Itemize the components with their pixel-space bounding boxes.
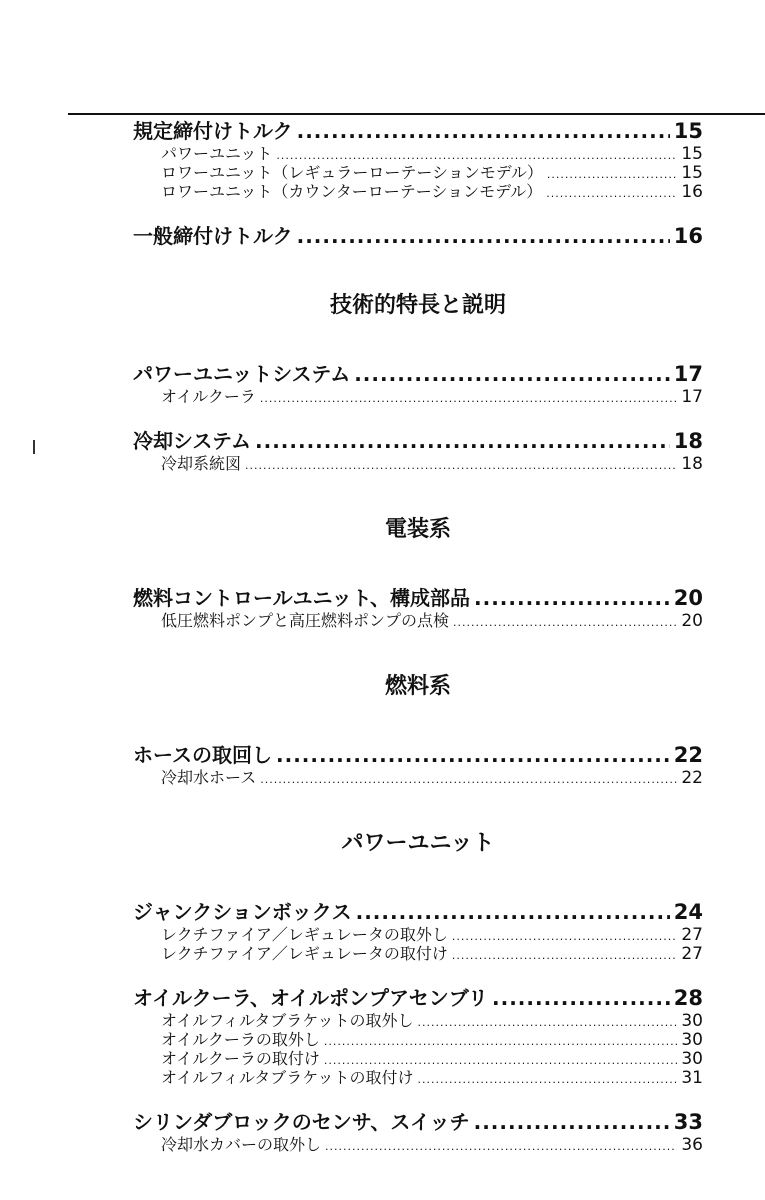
toc-subentry-title: ロワーユニット（レギュラーローテーションモデル） xyxy=(161,163,543,182)
toc-page-number: 18 xyxy=(673,429,703,453)
toc-entry-title: 規定締付けトルク xyxy=(133,119,293,143)
toc-page-number: 30 xyxy=(681,1011,703,1031)
dot-leader xyxy=(453,613,677,632)
toc-subentry-title: ロワーユニット（カウンターローテーションモデル） xyxy=(161,182,543,201)
dot-leader xyxy=(417,1070,677,1089)
toc-subentry-title: オイルクーラの取外し xyxy=(161,1030,320,1049)
toc-subentry[interactable] xyxy=(133,1068,703,1087)
dot-leader xyxy=(452,946,677,965)
dot-leader xyxy=(356,899,670,925)
toc-subentry[interactable] xyxy=(133,1135,703,1154)
toc-page-number: 27 xyxy=(681,925,703,945)
toc-subentry-title: レクチファイア／レギュレータの取付け xyxy=(161,944,448,963)
dot-leader xyxy=(354,361,670,387)
dot-leader xyxy=(324,1032,677,1051)
toc-page-number: 22 xyxy=(681,768,703,788)
toc-page-number: 18 xyxy=(681,454,703,474)
dot-leader xyxy=(260,770,677,789)
toc-subentry-title: オイルクーラの取付け xyxy=(161,1049,320,1068)
toc-page-number: 16 xyxy=(673,224,703,248)
toc-entry-junction[interactable] xyxy=(133,899,703,925)
dot-leader xyxy=(297,118,670,144)
section-title-power-unit: パワーユニット xyxy=(341,831,495,856)
toc-entry-general-torque[interactable] xyxy=(133,223,703,249)
toc-subentry-title: 冷却水カバーの取外し xyxy=(161,1135,322,1154)
toc-subentry-title: 冷却水ホース xyxy=(161,768,257,787)
toc-subentry[interactable] xyxy=(133,1049,703,1068)
margin-mark xyxy=(33,440,35,454)
toc-page-number: 15 xyxy=(681,163,703,183)
toc-entry-hose[interactable] xyxy=(133,742,703,768)
toc-subentry[interactable] xyxy=(133,1011,703,1030)
section-title-electrical: 電装系 xyxy=(384,517,451,542)
toc-entry-title: ジャンクションボックス xyxy=(133,900,352,924)
toc-subentry-title: オイルフィルタブラケットの取外し xyxy=(161,1011,414,1030)
toc-subentry[interactable] xyxy=(133,182,703,201)
toc-entry-title: パワーユニットシステム xyxy=(133,362,351,386)
toc-subentry[interactable] xyxy=(133,925,703,944)
toc-subentry-title: オイルフィルタブラケットの取付け xyxy=(161,1068,414,1087)
toc-page-number: 17 xyxy=(681,387,703,407)
toc-entry-title: 燃料コントロールユニット、構成部品 xyxy=(133,586,470,610)
toc-entry-power-system[interactable] xyxy=(133,361,703,387)
toc-page-number: 22 xyxy=(673,743,703,767)
dot-leader xyxy=(325,1137,677,1156)
top-rule xyxy=(68,113,765,115)
dot-leader xyxy=(474,1109,670,1135)
toc-page-number: 20 xyxy=(681,611,703,631)
toc-subentry-title: レクチファイア／レギュレータの取外し xyxy=(161,925,448,944)
dot-leader xyxy=(546,184,677,203)
toc-entry-title: 冷却システム xyxy=(133,429,251,453)
toc-page-number: 20 xyxy=(673,586,703,610)
dot-leader xyxy=(245,456,677,475)
toc-subentry[interactable] xyxy=(133,387,703,406)
toc-subentry-title: 冷却系統図 xyxy=(161,454,242,473)
toc-subentry[interactable] xyxy=(133,144,703,163)
toc-page-number: 28 xyxy=(673,986,703,1010)
section-title-fuel: 燃料系 xyxy=(384,674,451,699)
toc-page-number: 31 xyxy=(681,1068,703,1088)
toc-entry-cylinder[interactable] xyxy=(133,1109,703,1135)
toc-page-number: 15 xyxy=(681,144,703,164)
toc-page-number: 33 xyxy=(673,1110,703,1134)
toc-subentry-title: オイルクーラ xyxy=(161,387,256,406)
dot-leader xyxy=(255,428,670,454)
toc-page-number: 30 xyxy=(681,1030,703,1050)
dot-leader xyxy=(547,165,677,184)
toc-entry-title: シリンダブロックのセンサ、スイッチ xyxy=(133,1110,470,1134)
table-of-contents xyxy=(133,118,703,1154)
toc-page-number: 24 xyxy=(673,900,703,924)
toc-page-number: 15 xyxy=(673,119,703,143)
dot-leader xyxy=(260,389,677,408)
toc-entry-cooling[interactable] xyxy=(133,428,703,454)
toc-page-number: 17 xyxy=(673,362,703,386)
toc-subentry[interactable] xyxy=(133,163,703,182)
section-title-tech: 技術的特長と説明 xyxy=(329,293,506,318)
toc-subentry[interactable] xyxy=(133,1030,703,1049)
toc-page-number: 27 xyxy=(681,944,703,964)
toc-entry-title: オイルクーラ、オイルポンプアセンブリ xyxy=(133,986,488,1010)
toc-page-number: 36 xyxy=(681,1135,703,1155)
toc-subentry-title: 低圧燃料ポンプと高圧燃料ポンプの点検 xyxy=(161,611,450,630)
toc-entry-fuel-control[interactable] xyxy=(133,585,703,611)
dot-leader xyxy=(492,985,670,1011)
dot-leader xyxy=(276,742,670,768)
toc-subentry[interactable] xyxy=(133,611,703,630)
dot-leader xyxy=(417,1013,677,1032)
toc-entry-torque[interactable] xyxy=(133,118,703,144)
toc-entry-title: 一般締付けトルク xyxy=(133,224,293,248)
dot-leader xyxy=(297,223,670,249)
toc-subentry[interactable] xyxy=(133,768,703,787)
toc-subentry[interactable] xyxy=(133,944,703,963)
toc-page-number: 16 xyxy=(681,182,703,202)
toc-subentry[interactable] xyxy=(133,454,703,473)
dot-leader xyxy=(474,585,670,611)
dot-leader xyxy=(452,927,677,946)
toc-subentry-title: パワーユニット xyxy=(161,144,273,163)
toc-entry-title: ホースの取回し xyxy=(133,743,272,767)
toc-page-number: 30 xyxy=(681,1049,703,1069)
toc-entry-oil-cooler[interactable] xyxy=(133,985,703,1011)
